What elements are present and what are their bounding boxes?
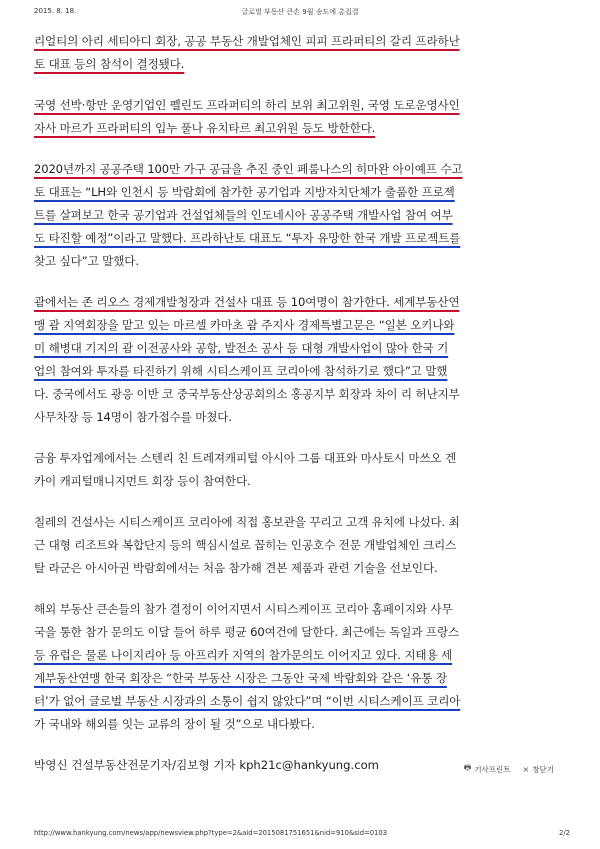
text-line: 괌에서는 존 리오스 경제개발청장과 건설사 대표 등 10여명이 참가한다. 세계부동산연 xyxy=(34,295,460,309)
text-line: 칠레의 건설사는 시티스케이프 코리아에 직접 홍보관을 꾸리고 고객 유치에 나섰다. 최 xyxy=(34,515,460,529)
close-label: 창닫기 xyxy=(532,764,554,774)
text-line: 국을 통한 참가 문의도 이달 들어 하루 평균 60여건에 달한다. 최근에는 독일과 프랑스 xyxy=(34,625,460,639)
text-line: 자사 마르가 프라퍼티의 입누 풀나 유치타르 최고위원 등도 방한한다. xyxy=(34,121,376,135)
close-icon: × xyxy=(522,764,530,774)
page-header-date: 2015. 8. 18. xyxy=(34,7,77,15)
paragraph-6 xyxy=(34,511,559,580)
text-line: 해외 부동산 큰손들의 참가 결정이 이어지면서 시티스케이프 코리아 홈페이지와 사무 xyxy=(34,602,453,616)
article-tools xyxy=(464,762,554,776)
text-line: 카이 캐피털매니지먼트 회장 등이 참여한다. xyxy=(34,474,251,488)
text-line: 리얼티의 아리 세티아디 회장, 공공 부동산 개발업체인 피피 프라퍼티의 갈리 프라하난 xyxy=(34,34,460,48)
paragraph-3 xyxy=(34,158,559,273)
text-line: 등 유럽은 물론 나이지리아 등 아프리카 지역의 참가문의도 이어지고 있다. 지태용 세 xyxy=(34,648,453,662)
print-label: 기사프린트 xyxy=(474,764,511,774)
text-line: 근 대형 리조트와 복합단지 등의 핵심시설로 꼽히는 인공호수 전문 개발업체인 크리스 xyxy=(34,538,457,552)
paragraph-4 xyxy=(34,291,559,429)
text-line: 국영 선박·항만 운영기업인 펠린도 프라퍼티의 하리 보위 최고위원, 국영 도로운영사인 xyxy=(34,98,460,112)
text-line: 토 대표는 “LH와 인천시 등 박람회에 참가한 공기업과 지방자치단체가 출품한 프로젝 xyxy=(34,185,455,199)
text-line: 터’가 없어 글로벌 부동산 시장과의 소통이 쉽지 않았다”며 “이번 시티스케이프 코리아 xyxy=(34,694,461,708)
text-line: 토 대표 등의 참석이 결정됐다. xyxy=(34,57,185,71)
text-line: 가 국내와 해외를 잇는 교류의 장이 될 것”으로 내다봤다. xyxy=(34,717,315,731)
byline: 박영신 건설부동산전문기자/김보형 기자 kph21c@hankyung.com xyxy=(34,758,379,772)
paragraph-7 xyxy=(34,598,559,736)
text-line: 다. 중국에서도 광응 이반 코 중국부동산상공회의소 홍공지부 회장과 차이 리 허난지부 xyxy=(34,387,460,401)
printer-icon: 🖶 xyxy=(463,763,472,772)
text-line: 계부동산연맹 한국 회장은 “한국 부동산 시장은 그동안 국제 박람회와 같은 ‘유통 장 xyxy=(34,671,447,685)
page-header-title: 글로벌 부동산 큰손 9월 송도에 총집결 xyxy=(241,8,359,16)
footer-url: http://www.hankyung.com/news/app/newsview.php?type=2&aid=2015081751651&nid=910&sid=0103 xyxy=(34,829,388,837)
text-line: 사무차장 등 14명이 참가접수를 마쳤다. xyxy=(34,410,232,424)
text-line: 찾고 싶다”고 말했다. xyxy=(34,254,139,268)
text-line: 맹 괌 지역회장을 맡고 있는 마르셀 카마초 괌 주지사 경제특별고문은 “일본 오키나와 xyxy=(34,318,455,332)
text-line: 금융 투자업계에서는 스텐리 친 트레져캐피털 아시아 그룹 대표와 마사토시 마쓰오 겐 xyxy=(34,451,457,465)
paragraph-2 xyxy=(34,94,559,140)
text-line: 2020년까지 공공주택 100만 가구 공급을 추진 중인 페룸나스의 히마완 아이예프 수고 xyxy=(34,162,463,176)
text-line: 업의 참여와 투자를 타진하기 위해 시티스케이프 코리아에 참석하기로 했다”고 말했 xyxy=(34,364,448,378)
text-line: 트를 살펴보고 한국 공기업과 건설업체들의 인도네시아 공공주택 개발사업 참여 여부 xyxy=(34,208,453,222)
paragraph-1 xyxy=(34,30,559,76)
footer-page-number: 2/2 xyxy=(559,829,570,837)
paragraph-5 xyxy=(34,447,559,493)
text-line: 도 타진할 예정”이라고 말했다. 프라하난토 대표도 “투자 유망한 한국 개발 프로젝트를 xyxy=(34,231,461,245)
text-line: 탈 라군은 아시아권 박람회에서는 처음 참가해 견본 제품과 관련 기술을 선보인다. xyxy=(34,561,438,575)
print-button[interactable] xyxy=(464,762,511,776)
close-window-button[interactable] xyxy=(523,762,554,776)
text-line: 미 해병대 기지의 괌 이전공사와 공항, 발전소 공사 등 대형 개발사업이 많아 한국 기 xyxy=(34,341,449,355)
article-body xyxy=(34,30,559,777)
